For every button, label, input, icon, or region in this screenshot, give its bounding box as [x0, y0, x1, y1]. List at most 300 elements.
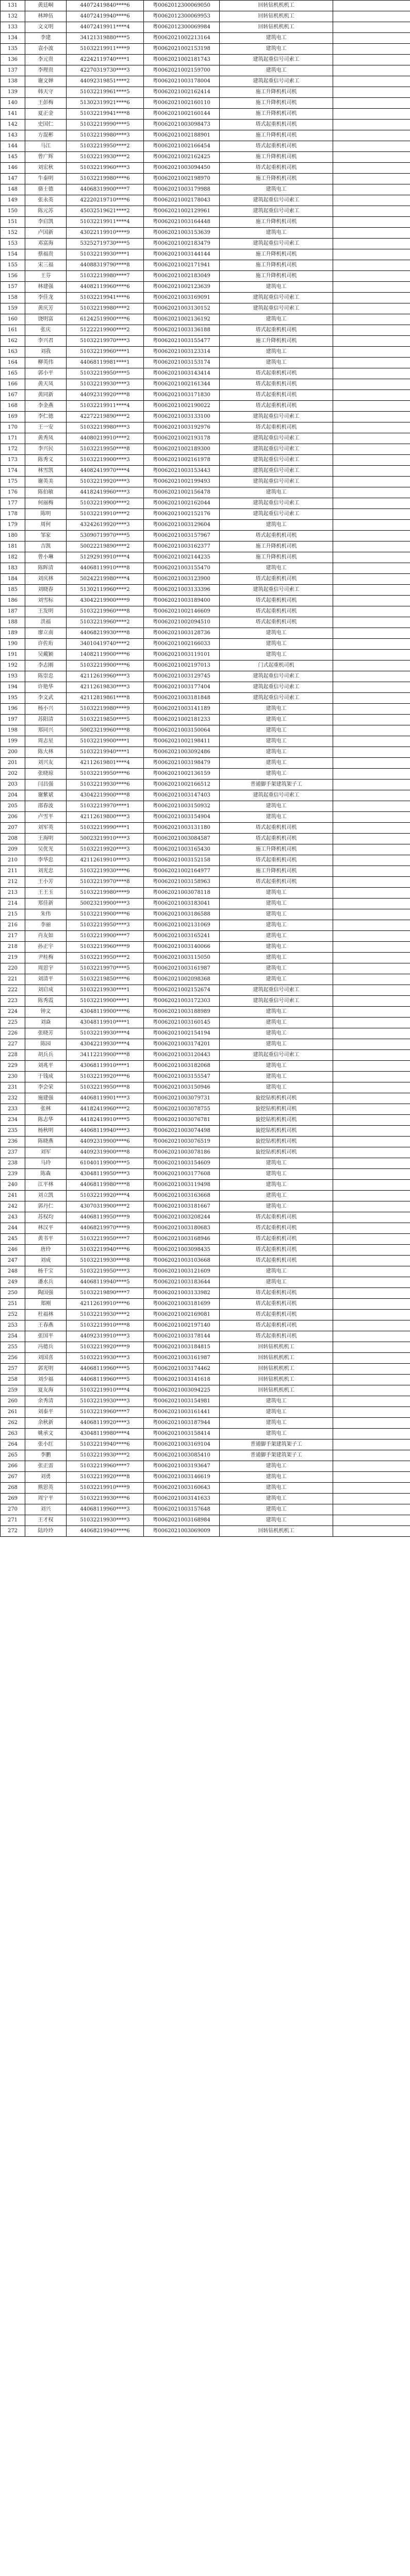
remark-cell — [333, 1234, 410, 1245]
row-number-cell: 144 — [1, 141, 25, 152]
id-number-cell: 42112619910****3 — [67, 855, 144, 866]
row-number-cell: 176 — [1, 487, 25, 498]
row-number-cell: 162 — [1, 336, 25, 347]
row-number-cell: 258 — [1, 1375, 25, 1385]
table-row — [1, 1461, 410, 1472]
person-name-cell: 陈森 — [25, 1169, 67, 1180]
certificate-number-cell: 粤0062021002193178 — [144, 433, 220, 444]
row-number-cell: 203 — [1, 779, 25, 790]
row-number-cell: 178 — [1, 509, 25, 520]
table-row — [1, 87, 410, 98]
person-name-cell: 郑佳新 — [25, 899, 67, 909]
person-name-cell: 谢英美 — [25, 477, 67, 487]
row-number-cell: 141 — [1, 109, 25, 120]
id-number-cell: 51032219941****6 — [67, 293, 144, 303]
table-row — [1, 390, 410, 401]
table-row — [1, 996, 410, 1007]
person-name-cell: 江平林 — [25, 1180, 67, 1191]
job-category-cell: 建筑起重信号司索工 — [220, 433, 333, 444]
job-category-cell: 建筑电工 — [220, 931, 333, 942]
job-category-cell: 建筑电工 — [220, 1072, 333, 1082]
certificate-number-cell: 粤0062021003192976 — [144, 422, 220, 433]
id-number-cell: 51032219930****3 — [67, 1396, 144, 1407]
table-row — [1, 120, 410, 130]
remark-cell — [333, 141, 410, 152]
table-row — [1, 1039, 410, 1050]
person-name-cell: 杜福林 — [25, 1310, 67, 1320]
person-name-cell: 许佐珩 — [25, 639, 67, 650]
job-category-cell: 建筑电工 — [220, 563, 333, 574]
id-number-cell: 42112619801****4 — [67, 758, 144, 769]
id-number-cell: 44068119950****9 — [67, 1212, 144, 1223]
remark-cell — [333, 1494, 410, 1504]
job-category-cell: 塔式起重机机司机 — [220, 1288, 333, 1299]
id-number-cell: 51032219920****6 — [67, 1072, 144, 1082]
id-number-cell: 43048119980****4 — [67, 1429, 144, 1439]
row-number-cell: 226 — [1, 1028, 25, 1039]
remark-cell — [333, 1137, 410, 1147]
certificate-number-cell: 粤0062021002153198 — [144, 44, 220, 55]
remark-cell — [333, 174, 410, 184]
id-number-cell: 43048119950****3 — [67, 1169, 144, 1180]
table-row — [1, 790, 410, 801]
certificate-number-cell: 粤0062021003092486 — [144, 747, 220, 758]
table-row — [1, 379, 410, 390]
certificate-number-cell: 粤0062021003171830 — [144, 390, 220, 401]
remark-cell — [333, 531, 410, 541]
remark-cell — [333, 1169, 410, 1180]
certificate-number-cell: 粤0062021002098368 — [144, 974, 220, 985]
certificate-number-cell: 粤0062021003160643 — [144, 1483, 220, 1494]
person-name-cell: 卢雪平 — [25, 812, 67, 823]
table-row — [1, 163, 410, 174]
person-name-cell: 周思宇 — [25, 963, 67, 974]
job-category-cell: 旋挖钻机机机司机 — [220, 1137, 333, 1147]
job-category-cell: 建筑电工 — [220, 769, 333, 779]
certificate-number-cell: 粤0062021002183049 — [144, 271, 220, 282]
row-number-cell: 224 — [1, 1007, 25, 1018]
id-number-cell: 51032219930****6 — [67, 779, 144, 790]
row-number-cell: 216 — [1, 920, 25, 931]
row-number-cell: 161 — [1, 325, 25, 336]
certificate-number-cell: 粤0062021003150064 — [144, 725, 220, 736]
person-name-cell: 王一安 — [25, 422, 67, 433]
row-number-cell: 157 — [1, 282, 25, 293]
job-category-cell: 建筑起重信号司索工 — [220, 693, 333, 704]
row-number-cell: 181 — [1, 541, 25, 552]
remark-cell — [333, 1007, 410, 1018]
remark-cell — [333, 130, 410, 141]
table-row — [1, 1256, 410, 1266]
person-name-cell: 张正雷 — [25, 1461, 67, 1472]
row-number-cell: 267 — [1, 1472, 25, 1483]
certificate-number-cell: 粤0062021003140066 — [144, 942, 220, 953]
job-category-cell: 建筑电工 — [220, 314, 333, 325]
person-name-cell: 周宁平 — [25, 1494, 67, 1504]
table-row — [1, 1018, 410, 1028]
person-name-cell: 王芬 — [25, 271, 67, 282]
certificate-number-cell: 粤0062021003161987 — [144, 1353, 220, 1364]
job-category-cell: 建筑电工 — [220, 888, 333, 899]
job-category-cell: 建筑电工 — [220, 1039, 333, 1050]
job-category-cell: 建筑电工 — [220, 1007, 333, 1018]
id-number-cell: 50022219890****2 — [67, 541, 144, 552]
job-category-cell: 建筑电工 — [220, 1169, 333, 1180]
id-number-cell: 51032219970****1 — [67, 801, 144, 812]
job-category-cell: 回转钻机机机工 — [220, 1364, 333, 1375]
job-category-cell: 塔式起重机机司机 — [220, 120, 333, 130]
id-number-cell: 44088319790****8 — [67, 260, 144, 271]
table-row — [1, 1191, 410, 1201]
id-number-cell: 51032219950****8 — [67, 444, 144, 455]
table-row — [1, 239, 410, 249]
certificate-number-cell: 粤0062021003161441 — [144, 1407, 220, 1418]
certificate-number-cell: 粤0062021003128736 — [144, 628, 220, 639]
certificate-number-cell: 粤0062021003165241 — [144, 931, 220, 942]
certificate-number-cell: 粤0062021003157648 — [144, 1504, 220, 1515]
table-row — [1, 1126, 410, 1137]
remark-cell — [333, 228, 410, 239]
row-number-cell: 174 — [1, 466, 25, 477]
row-number-cell: 250 — [1, 1288, 25, 1299]
job-category-cell: 建筑电工 — [220, 1461, 333, 1472]
remark-cell — [333, 779, 410, 790]
job-category-cell: 旋挖钻机机机司机 — [220, 1104, 333, 1115]
row-number-cell: 237 — [1, 1147, 25, 1158]
certificate-number-cell: 粤0062021003115050 — [144, 953, 220, 963]
table-row — [1, 628, 410, 639]
id-number-cell: 51032219980****6 — [67, 174, 144, 184]
job-category-cell: 旋挖钻机机机司机 — [220, 1126, 333, 1137]
row-number-cell: 169 — [1, 412, 25, 422]
row-number-cell: 164 — [1, 358, 25, 368]
table-row — [1, 596, 410, 606]
job-category-cell: 塔式起重机机司机 — [220, 596, 333, 606]
row-number-cell: 160 — [1, 314, 25, 325]
job-category-cell: 建筑起重信号司索工 — [220, 444, 333, 455]
row-number-cell: 137 — [1, 65, 25, 76]
certificate-number-cell: 粤0062021003177608 — [144, 1169, 220, 1180]
row-number-cell: 200 — [1, 747, 25, 758]
certificate-number-cell: 粤0062021003164448 — [144, 217, 220, 228]
table-row — [1, 1429, 410, 1439]
id-number-cell: 51032219960****3 — [67, 163, 144, 174]
certificate-number-cell: 粤0062021002166512 — [144, 779, 220, 790]
remark-cell — [333, 563, 410, 574]
person-name-cell: 姚承文 — [25, 1429, 67, 1439]
certificate-number-cell: 粤0062021002198411 — [144, 736, 220, 747]
certificate-number-cell: 粤0062021003157967 — [144, 531, 220, 541]
job-category-cell: 塔式起重机机司机 — [220, 855, 333, 866]
certificate-number-cell: 粤0062021002146609 — [144, 606, 220, 617]
id-number-cell: 51032219930****2 — [67, 1310, 144, 1320]
id-number-cell: 51032219990****5 — [67, 120, 144, 130]
remark-cell — [333, 617, 410, 628]
job-category-cell: 建筑起重信号司索工 — [220, 1050, 333, 1061]
remark-cell — [333, 1526, 410, 1537]
row-number-cell: 199 — [1, 736, 25, 747]
row-number-cell: 189 — [1, 628, 25, 639]
remark-cell — [333, 1115, 410, 1126]
table-row — [1, 671, 410, 682]
person-name-cell: 黄同新 — [25, 390, 67, 401]
certificate-number-cell: 粤0062021003183041 — [144, 899, 220, 909]
person-name-cell: 李理贵 — [25, 65, 67, 76]
remark-cell — [333, 1028, 410, 1039]
person-name-cell: 刘晓春 — [25, 585, 67, 596]
remark-cell — [333, 390, 410, 401]
row-number-cell: 207 — [1, 823, 25, 834]
person-name-cell: 许艳华 — [25, 682, 67, 693]
job-category-cell: 建筑起重信号司索工 — [220, 455, 333, 466]
certificate-number-cell: 粤0062021002136192 — [144, 314, 220, 325]
certificate-number-cell: 粤0062021003189400 — [144, 596, 220, 606]
job-category-cell: 施工升降机机司机 — [220, 249, 333, 260]
remark-cell — [333, 1039, 410, 1050]
certificate-number-cell: 粤0062021002161344 — [144, 379, 220, 390]
job-category-cell: 施工升降机机司机 — [220, 336, 333, 347]
person-name-cell: 文义明 — [25, 22, 67, 33]
job-category-cell: 建筑电工 — [220, 736, 333, 747]
row-number-cell: 192 — [1, 660, 25, 671]
remark-cell — [333, 303, 410, 314]
table-row — [1, 65, 410, 76]
table-row — [1, 909, 410, 920]
job-category-cell: 建筑起重信号司索工 — [220, 206, 333, 217]
remark-cell — [333, 1331, 410, 1342]
id-number-cell: 44068119960****5 — [67, 1364, 144, 1375]
table-row — [1, 660, 410, 671]
certificate-number-cell: 粤0062021003076519 — [144, 1137, 220, 1147]
id-number-cell: 51032219930****1 — [67, 985, 144, 996]
person-name-cell: 方混彬 — [25, 130, 67, 141]
row-number-cell: 270 — [1, 1504, 25, 1515]
job-category-cell: 塔式起重机机司机 — [220, 390, 333, 401]
certificate-number-cell: 粤0062021002169081 — [144, 1310, 220, 1320]
job-category-cell: 塔式起重机机司机 — [220, 823, 333, 834]
table-row — [1, 130, 410, 141]
certificate-number-cell: 粤0062021003136188 — [144, 325, 220, 336]
person-name-cell: 王春燕 — [25, 1320, 67, 1331]
certificate-number-cell: 粤0062021003155477 — [144, 336, 220, 347]
person-name-cell: 王才权 — [25, 1515, 67, 1526]
row-number-cell: 244 — [1, 1223, 25, 1234]
job-category-cell: 建筑电工 — [220, 963, 333, 974]
table-row — [1, 260, 410, 271]
remark-cell — [333, 650, 410, 660]
row-number-cell: 148 — [1, 184, 25, 195]
id-number-cell: 51032219910****8 — [67, 1320, 144, 1331]
id-number-cell: 51032219930****3 — [67, 1353, 144, 1364]
id-number-cell: 44068119960****3 — [67, 1504, 144, 1515]
table-row — [1, 1483, 410, 1494]
job-category-cell: 建筑电工 — [220, 899, 333, 909]
id-number-cell: 44082419970****4 — [67, 466, 144, 477]
person-name-cell: 熊思英 — [25, 1483, 67, 1494]
id-number-cell: 34010419740****2 — [67, 639, 144, 650]
row-number-cell: 230 — [1, 1072, 25, 1082]
row-number-cell: 235 — [1, 1126, 25, 1137]
row-number-cell: 208 — [1, 834, 25, 844]
job-category-cell: 施工升降机机司机 — [220, 844, 333, 855]
table-row — [1, 682, 410, 693]
table-row — [1, 228, 410, 239]
table-row — [1, 877, 410, 888]
id-number-cell: 51032219970****8 — [67, 877, 144, 888]
remark-cell — [333, 855, 410, 866]
certificate-number-cell: 粤0062021003158963 — [144, 877, 220, 888]
certificate-number-cell: 粤0062021002178043 — [144, 195, 220, 206]
row-number-cell: 206 — [1, 812, 25, 823]
job-category-cell: 塔式起重机机司机 — [220, 574, 333, 585]
job-category-cell: 塔式起重机机司机 — [220, 368, 333, 379]
id-number-cell: 42220219710****6 — [67, 195, 144, 206]
remark-cell — [333, 628, 410, 639]
id-number-cell: 50023219960****8 — [67, 725, 144, 736]
id-number-cell: 51032219980****3 — [67, 130, 144, 141]
row-number-cell: 184 — [1, 574, 25, 585]
job-category-cell: 建筑电工 — [220, 44, 333, 55]
row-number-cell: 241 — [1, 1191, 25, 1201]
person-name-cell: 曾广辉 — [25, 152, 67, 163]
certificate-number-cell: 粤0062021003141633 — [144, 1494, 220, 1504]
id-number-cell: 43048119910****1 — [67, 1018, 144, 1028]
certificate-number-cell: 粤0062021003154981 — [144, 1396, 220, 1407]
job-category-cell: 施工升降机机司机 — [220, 271, 333, 282]
remark-cell — [333, 76, 410, 87]
remark-cell — [333, 758, 410, 769]
row-number-cell: 266 — [1, 1461, 25, 1472]
id-number-cell: 42272219890****2 — [67, 412, 144, 422]
certificate-number-cell: 粤0062021003146619 — [144, 1472, 220, 1483]
person-name-cell: 王海明 — [25, 834, 67, 844]
table-row — [1, 44, 410, 55]
table-row — [1, 1396, 410, 1407]
table-row — [1, 498, 410, 509]
person-name-cell: 刘泰平 — [25, 1407, 67, 1418]
job-category-cell: 建筑电工 — [220, 33, 333, 44]
id-number-cell: 42112819861****8 — [67, 693, 144, 704]
row-number-cell: 271 — [1, 1515, 25, 1526]
row-number-cell: 155 — [1, 260, 25, 271]
remark-cell — [333, 1288, 410, 1299]
id-number-cell: 51032219940****6 — [67, 1245, 144, 1256]
job-category-cell: 回转钻机机机工 — [220, 1526, 333, 1537]
job-category-cell: 建筑电工 — [220, 282, 333, 293]
row-number-cell: 205 — [1, 801, 25, 812]
table-row — [1, 98, 410, 109]
remark-cell — [333, 1299, 410, 1310]
job-category-cell: 建筑电工 — [220, 358, 333, 368]
remark-cell — [333, 801, 410, 812]
remark-cell — [333, 1223, 410, 1234]
table-row — [1, 466, 410, 477]
table-row — [1, 769, 410, 779]
remark-cell — [333, 1461, 410, 1472]
job-category-cell: 施工升降机机司机 — [220, 866, 333, 877]
id-number-cell: 51032219950****8 — [67, 1082, 144, 1093]
id-number-cell: 51032219940****1 — [67, 747, 144, 758]
person-name-cell: 张国平 — [25, 1331, 67, 1342]
id-number-cell: 51032219960****7 — [67, 1407, 144, 1418]
table-row — [1, 1494, 410, 1504]
certificate-number-cell: 粤0062021003119101 — [144, 650, 220, 660]
person-name-cell: 张晓琼 — [25, 769, 67, 779]
job-category-cell: 塔式起重机机司机 — [220, 379, 333, 390]
person-name-cell: 周志星 — [25, 736, 67, 747]
remark-cell — [333, 606, 410, 617]
remark-cell — [333, 1483, 410, 1494]
table-row — [1, 844, 410, 855]
id-number-cell: 44072419911****4 — [67, 22, 144, 33]
job-category-cell: 塔式起重机机司机 — [220, 1212, 333, 1223]
remark-cell — [333, 1342, 410, 1353]
remark-cell — [333, 22, 410, 33]
remark-cell — [333, 660, 410, 671]
remark-cell — [333, 487, 410, 498]
person-name-cell: 苏阳清 — [25, 715, 67, 725]
table-row — [1, 1115, 410, 1126]
table-row — [1, 401, 410, 412]
certificate-number-cell: 粤0062021003163668 — [144, 1191, 220, 1201]
row-number-cell: 252 — [1, 1310, 25, 1320]
certificate-number-cell: 粤0062021003141618 — [144, 1375, 220, 1385]
job-category-cell: 塔式起重机机司机 — [220, 1310, 333, 1320]
job-category-cell: 旋挖钻机机机司机 — [220, 1147, 333, 1158]
remark-cell — [333, 552, 410, 563]
job-category-cell: 塔式起重机机司机 — [220, 1256, 333, 1266]
person-name-cell: 吉凯 — [25, 541, 67, 552]
remark-cell — [333, 498, 410, 509]
id-number-cell: 51032219850****6 — [67, 974, 144, 985]
id-number-cell: 51032219980****7 — [67, 271, 144, 282]
table-row — [1, 866, 410, 877]
remark-cell — [333, 1375, 410, 1385]
job-category-cell: 施工升降机机司机 — [220, 260, 333, 271]
remark-cell — [333, 715, 410, 725]
person-name-cell: 陈园 — [25, 1039, 67, 1050]
table-row — [1, 433, 410, 444]
remark-cell — [333, 163, 410, 174]
person-name-cell: 郭光明 — [25, 1364, 67, 1375]
remark-cell — [333, 152, 410, 163]
remark-cell — [333, 790, 410, 801]
person-name-cell: 刘启成 — [25, 985, 67, 996]
row-number-cell: 193 — [1, 671, 25, 682]
table-row — [1, 1007, 410, 1018]
job-category-cell: 建筑电工 — [220, 228, 333, 239]
row-number-cell: 145 — [1, 152, 25, 163]
certificate-number-cell: 粤0062021002094510 — [144, 617, 220, 628]
person-name-cell: 苏权均 — [25, 1212, 67, 1223]
certificate-number-cell: 粤0062021003094450 — [144, 163, 220, 174]
remark-cell — [333, 1082, 410, 1093]
certificate-number-cell: 粤0062021003153174 — [144, 358, 220, 368]
certificate-number-cell: 粤0062021002152176 — [144, 509, 220, 520]
remark-cell — [333, 1353, 410, 1364]
person-name-cell: 吴优光 — [25, 844, 67, 855]
table-row — [1, 487, 410, 498]
row-number-cell: 254 — [1, 1331, 25, 1342]
job-category-cell: 建筑电工 — [220, 909, 333, 920]
table-row — [1, 606, 410, 617]
row-number-cell: 209 — [1, 844, 25, 855]
remark-cell — [333, 1364, 410, 1375]
row-number-cell: 215 — [1, 909, 25, 920]
certificate-number-cell: 粤0062021003094225 — [144, 1385, 220, 1396]
job-category-cell: 建筑电工 — [220, 1396, 333, 1407]
table-row — [1, 715, 410, 725]
